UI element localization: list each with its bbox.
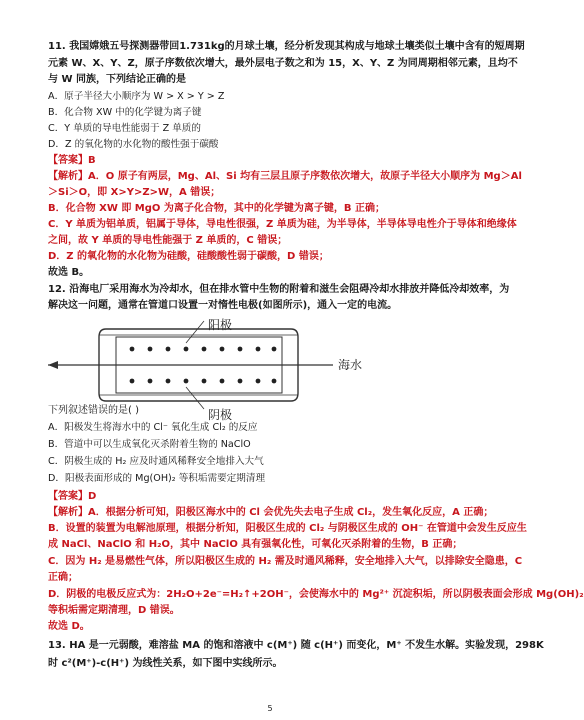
q13-stem-line1: 13. HA 是一元弱酸，难溶盐 MA 的饱和溶液中 c(M⁺) 随 c(H⁺) 而变化，M⁺ 不发生水解。实验发现，298K [48,640,544,651]
q12-stem-line1: 12. 沿海电厂采用海水为冷却水，但在排水管中生物的附着和滋生会阻碍冷却水排放并降低冷却效率，为 [48,284,510,295]
anode-label: 阳极 [208,318,233,332]
q12-answer: 【答案】D [48,491,97,502]
q11-explanation-line4: C．Y 单质为铝单质，铝属于导体，导电性很强，Z 单质为硅，为半导体，半导体导电性介于导体和绝缘体 [48,219,517,230]
q11-stem-line3: 与 W 同族，下列结论正确的是 [48,74,186,85]
q12-prompt: 下列叙述错误的是( ) [48,405,139,416]
q12-option-b: B．管道中可以生成氧化灭杀附着生物的 NaClO [48,439,251,450]
anode-dots [130,347,277,352]
q11-option-c: C．Y 单质的导电性能弱于 Z 单质的 [48,123,201,134]
cathode-dots [130,379,277,384]
q11-conclusion: 故选 B。 [48,267,90,278]
q12-explanation-line2: B．设置的装置为电解池原理，根据分析知，阳极区生成的 Cl₂ 与阴极区生成的 OH⁻ 在管道中会发生反应生 [48,523,527,534]
q12-explanation-line7: 等积垢需定期清理，D 错误。 [48,605,180,616]
cathode-label: 阴极 [208,408,233,422]
q11-option-d: D．Z 的氧化物的水化物的酸性强于碳酸 [48,139,219,150]
q11-stem-line1: 11. 我国嫦娥五号探测器带回1.731kg的月球土壤，经分析发现其构成与地球土壤类似土壤中含有的短周期 [48,41,525,52]
q12-option-a: A．阳极发生将海水中的 Cl⁻ 氧化生成 Cl₂ 的反应 [48,422,258,433]
q11-option-a: A．原子半径大小顺序为 W > X > Y > Z [48,91,225,102]
q11-option-b: B．化合物 XW 中的化学键为离子键 [48,107,202,118]
q12-explanation-line6: D．阴极的电极反应式为：2H₂O+2e⁻=H₂↑+2OH⁻，会使海水中的 Mg²⁺ 沉淀积垢，所以阴极表面会形成 Mg(OH)₂ [48,589,584,600]
q12-explanation-line1: 【解析】A．根据分析可知，阳极区海水中的 Cl 会优先失去电子生成 Cl₂，发生氧化反应，A 正确； [48,507,494,518]
q12-option-d: D．阳极表面形成的 Mg(OH)₂ 等积垢需要定期清理 [48,473,266,484]
q12-option-c: C．阴极生成的 H₂ 应及时通风稀释安全地排入大气 [48,456,264,467]
q11-explanation-line6: D．Z 的氧化物的水化物为硅酸，硅酸酸性弱于碳酸，D 错误； [48,251,329,262]
flow-arrow-icon [48,361,58,369]
q13-stem-line2: 时 c²(M⁺)-c(H⁺) 为线性关系，如下图中实线所示。 [48,658,283,669]
q12-explanation-line5: 正确； [48,572,78,583]
seawater-label: 海水 [338,358,363,372]
q12-conclusion: 故选 D。 [48,621,90,632]
q12-stem-line2: 解决这一问题，通常在管道口设置一对惰性电极(如图所示)，通入一定的电流。 [48,300,398,311]
page-number: 5 [267,704,273,713]
q11-explanation-line1: 【解析】A．O 原子有两层，Mg、Al、Si 均有三层且原子序数依次增大，故原子半径大小顺序为 Mg＞Al [48,171,522,182]
q11-explanation-line3: B．化合物 XW 即 MgO 为离子化合物，其中的化学键为离子键，B 正确； [48,203,386,214]
q11-explanation-line2: ＞Si＞O，即 X>Y>Z>W，A 错误； [48,187,221,198]
q12-explanation-line3: 成 NaCl、NaClO 和 H₂O，其中 NaClO 具有强氧化性，可氧化灭杀附着的生物，B 正确； [48,539,463,550]
q12-explanation-line4: C．因为 H₂ 是易燃性气体，所以阳极区生成的 H₂ 需及时通风稀释，安全地排入大气，以排除安全隐患，C [48,556,523,567]
q11-stem-line2: 元素 W、X、Y、Z，原子序数依次增大，最外层电子数之和为 15，X、Y、Z 为同周期相邻元素，且均不 [48,58,518,69]
q11-explanation-line5: 之间，故 Y 单质的导电性能强于 Z 单质的，C 错误； [48,235,288,246]
q11-answer: 【答案】B [48,155,96,166]
